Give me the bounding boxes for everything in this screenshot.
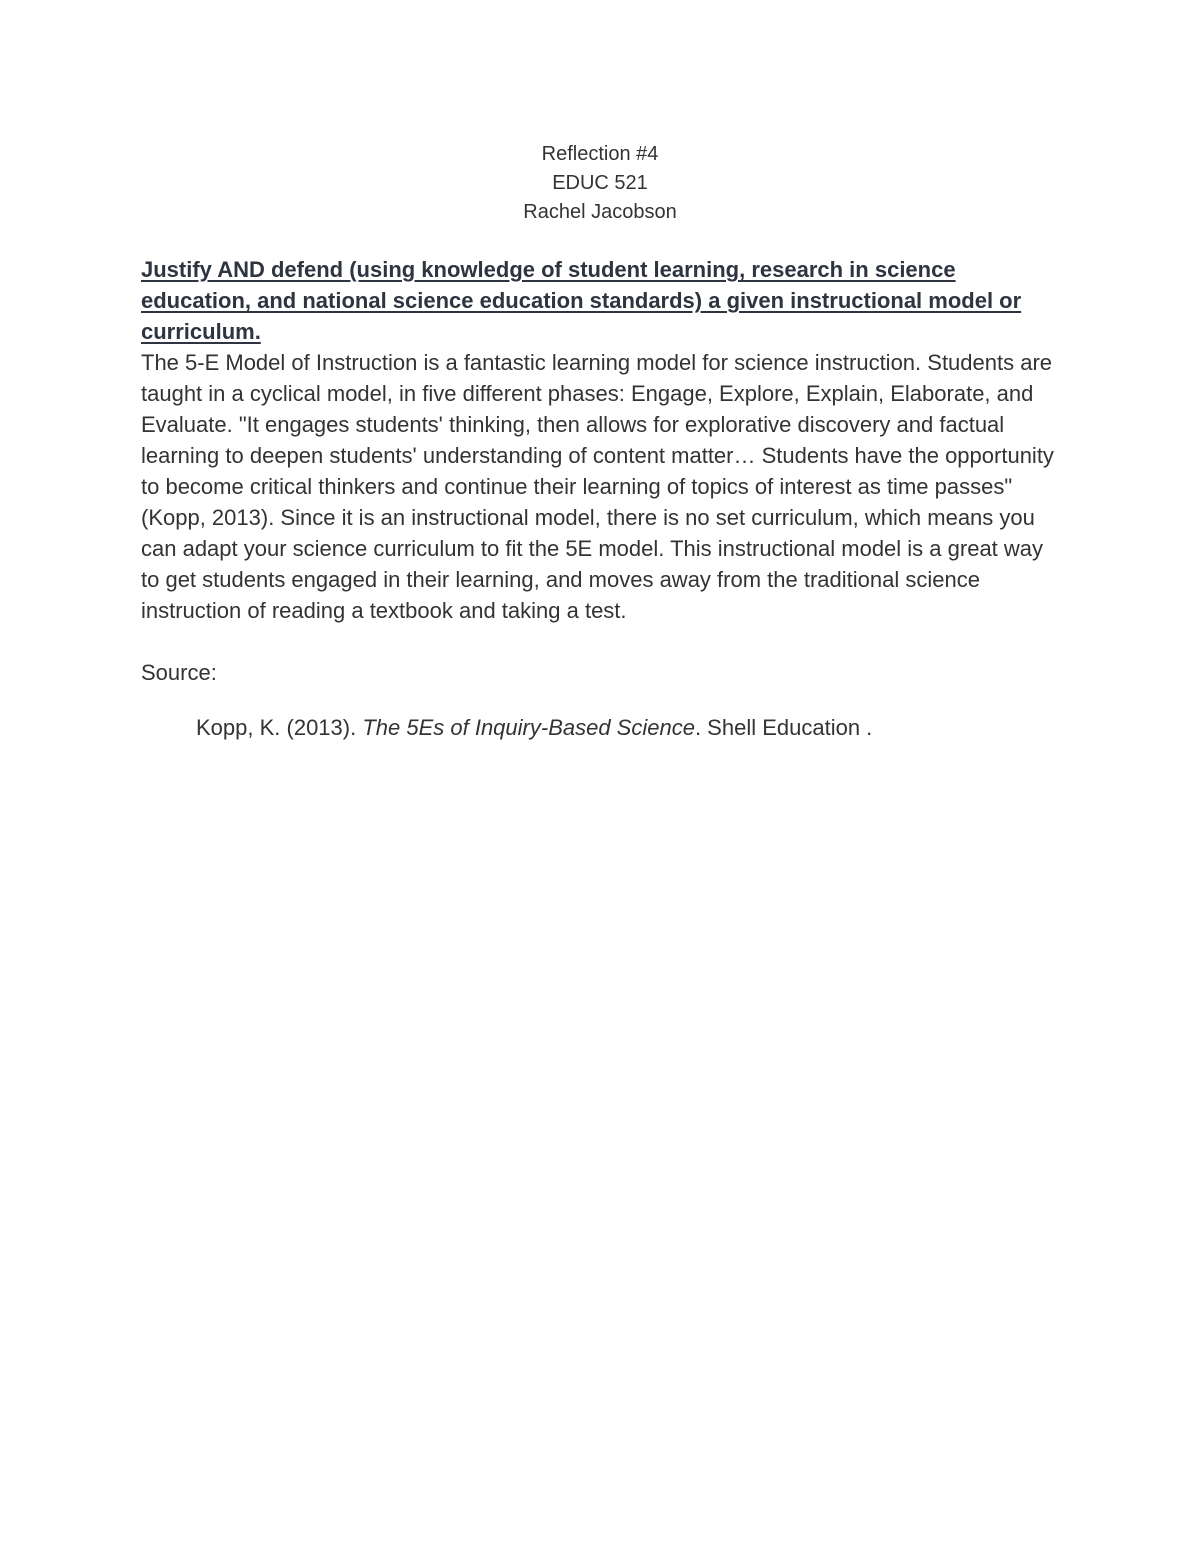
document-content [141,254,1061,743]
course-code: EDUC 521 [552,172,648,194]
prompt-heading: Justify AND defend (using knowledge of student learning, research in science education, and national science education standards) a given instructional model or curriculum. [141,257,1022,344]
citation [141,712,1061,743]
citation-prefix: Kopp, K. (2013). [196,715,363,740]
author-name: Rachel Jacobson [523,201,677,223]
document-header [0,140,1200,227]
citation-suffix: . Shell Education . [694,715,873,740]
citation-title: The 5Es of Inquiry-Based Science [362,715,695,740]
body-paragraph: The 5-E Model of Instruction is a fantastic learning model for science instruction. Students are taught in a cyclical model, in five different phases: Engage, Explore, Explain, Elaborate, and Evaluate. "It engages students' thinking, then allows for explorative discovery and factual learning to deepen students' understanding of content matter… Students have the opportunity to become critical thinkers and continue their learning of topics of interest as time passes" (Kopp, 2013). Since it is an instructional model, there is no set curriculum, which means you can adapt your science curriculum to fit the 5E model. This instructional model is a great way to get students engaged in their learning, and moves away from the traditional science instruction of reading a textbook and taking a test. [141,350,1054,623]
source-label: Source: [141,660,217,685]
reflection-title: Reflection #4 [541,143,659,165]
